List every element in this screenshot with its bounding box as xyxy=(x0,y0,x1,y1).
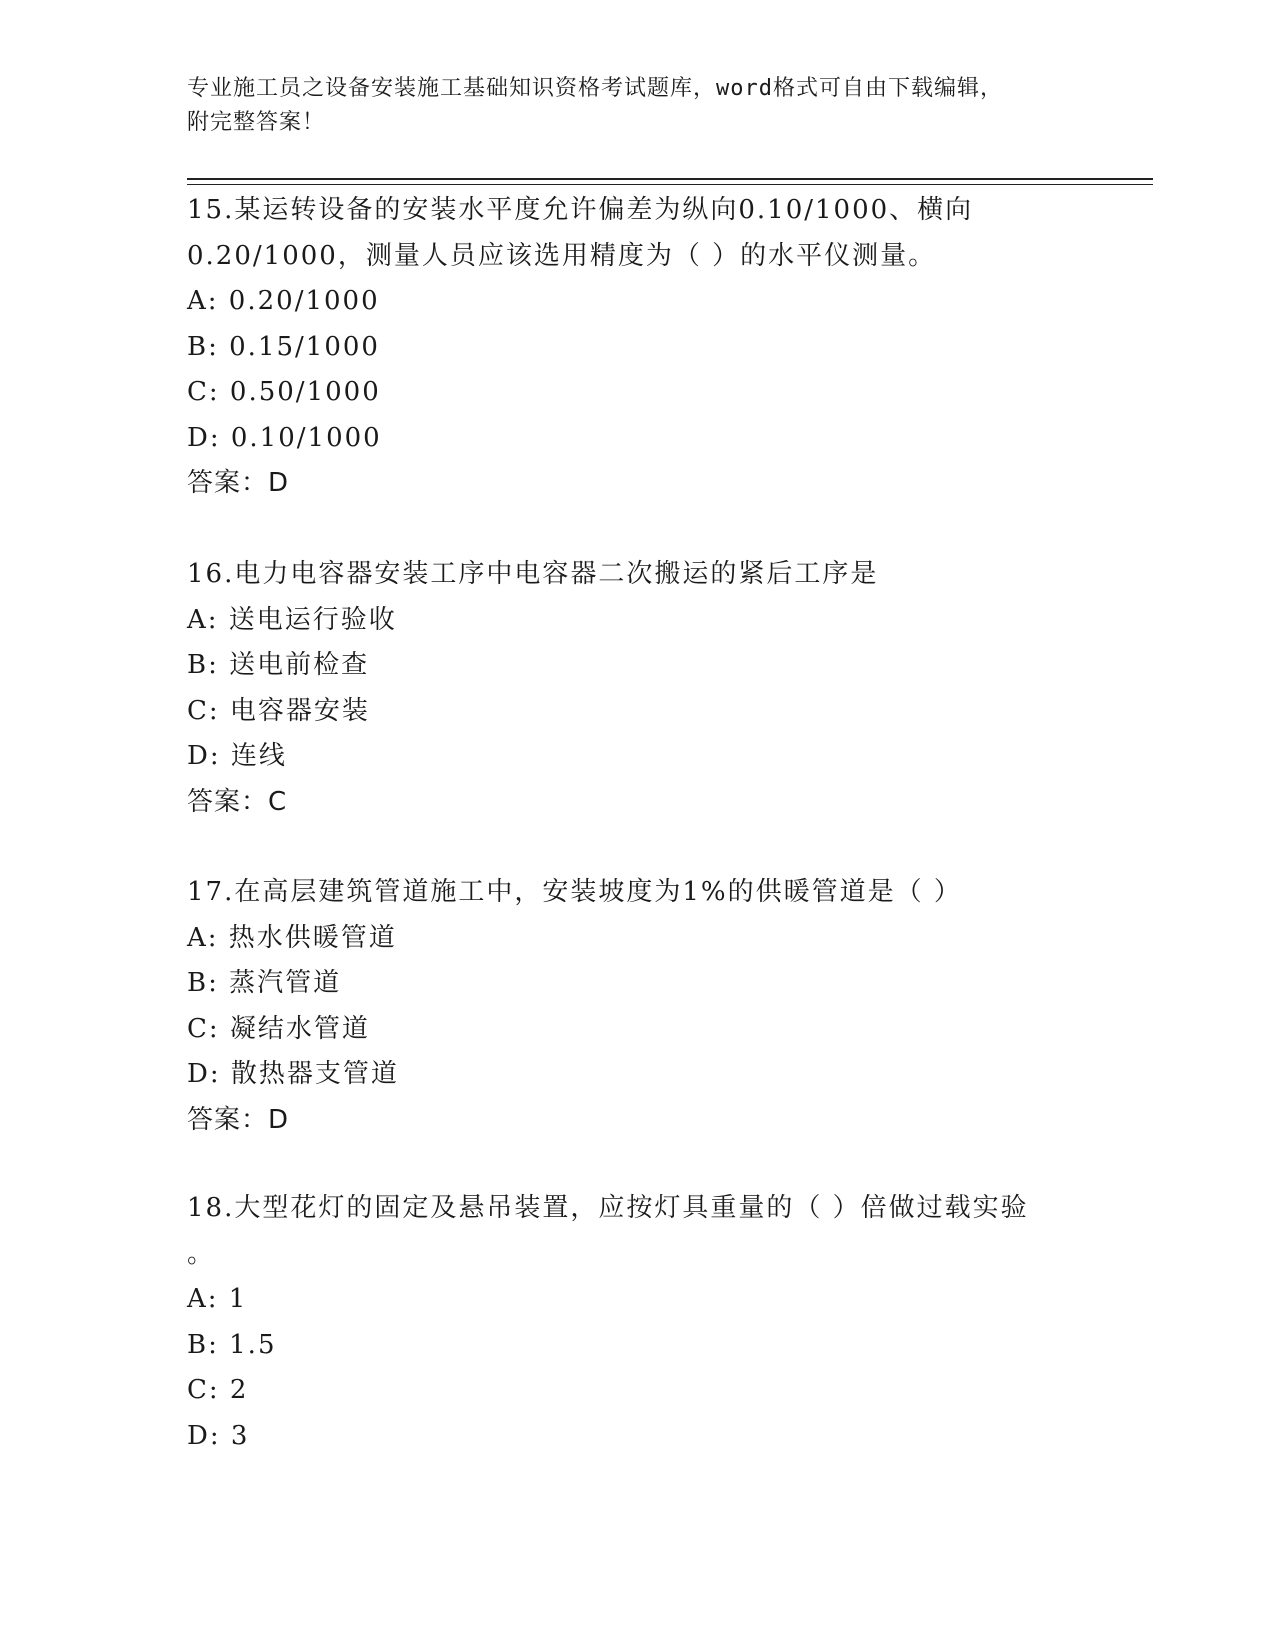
option-c: C: 0.50/1000 xyxy=(187,377,381,407)
question-stem: 。 xyxy=(187,1238,216,1269)
option-a: A: 送电运行验收 xyxy=(187,604,397,635)
header-divider-bottom xyxy=(187,184,1153,185)
question-stem: 15.某运转设备的安装水平度允许偏差为纵向0.10/1000、横向 xyxy=(187,195,974,225)
question-16 xyxy=(187,552,1087,825)
question-15 xyxy=(187,188,1087,507)
question-18 xyxy=(187,1186,1087,1459)
option-b: B: 蒸汽管道 xyxy=(187,968,342,998)
option-a: A: 0.20/1000 xyxy=(187,286,380,316)
option-a: A: 1 xyxy=(187,1284,248,1314)
question-stem: 0.20/1000，测量人员应该选用精度为（ ）的水平仪测量。 xyxy=(187,240,937,271)
option-c: C: 2 xyxy=(187,1375,249,1405)
option-c: C: 电容器安装 xyxy=(187,695,370,726)
header-divider-top xyxy=(187,178,1153,180)
question-stem: 16.电力电容器安装工序中电容器二次搬运的紧后工序是 xyxy=(187,559,879,589)
question-17 xyxy=(187,870,1087,1143)
question-stem: 18.大型花灯的固定及悬吊装置，应按灯具重量的（ ）倍做过载实验 xyxy=(187,1193,1029,1223)
answer-line: 答案：D xyxy=(187,1104,290,1135)
option-a: A: 热水供暖管道 xyxy=(187,922,397,953)
option-d: D: 0.10/1000 xyxy=(187,422,382,453)
header-line-1: 专业施工员之设备安装施工基础知识资格考试题库，word格式可自由下载编辑， xyxy=(187,76,1003,101)
option-b: B: 1.5 xyxy=(187,1329,277,1360)
answer-line: 答案：D xyxy=(187,468,290,498)
question-stem: 17.在高层建筑管道施工中，安装坡度为1%的供暖管道是（ ） xyxy=(187,877,962,907)
option-c: C: 凝结水管道 xyxy=(187,1013,370,1044)
option-d: D: 连线 xyxy=(187,741,287,771)
header-line-2: 附完整答案！ xyxy=(187,110,326,135)
option-d: D: 3 xyxy=(187,1420,250,1451)
option-b: B: 送电前检查 xyxy=(187,650,370,680)
option-d: D: 散热器支管道 xyxy=(187,1059,399,1089)
document-header xyxy=(187,72,1067,140)
option-b: B: 0.15/1000 xyxy=(187,331,380,362)
answer-line: 答案：C xyxy=(187,786,288,817)
